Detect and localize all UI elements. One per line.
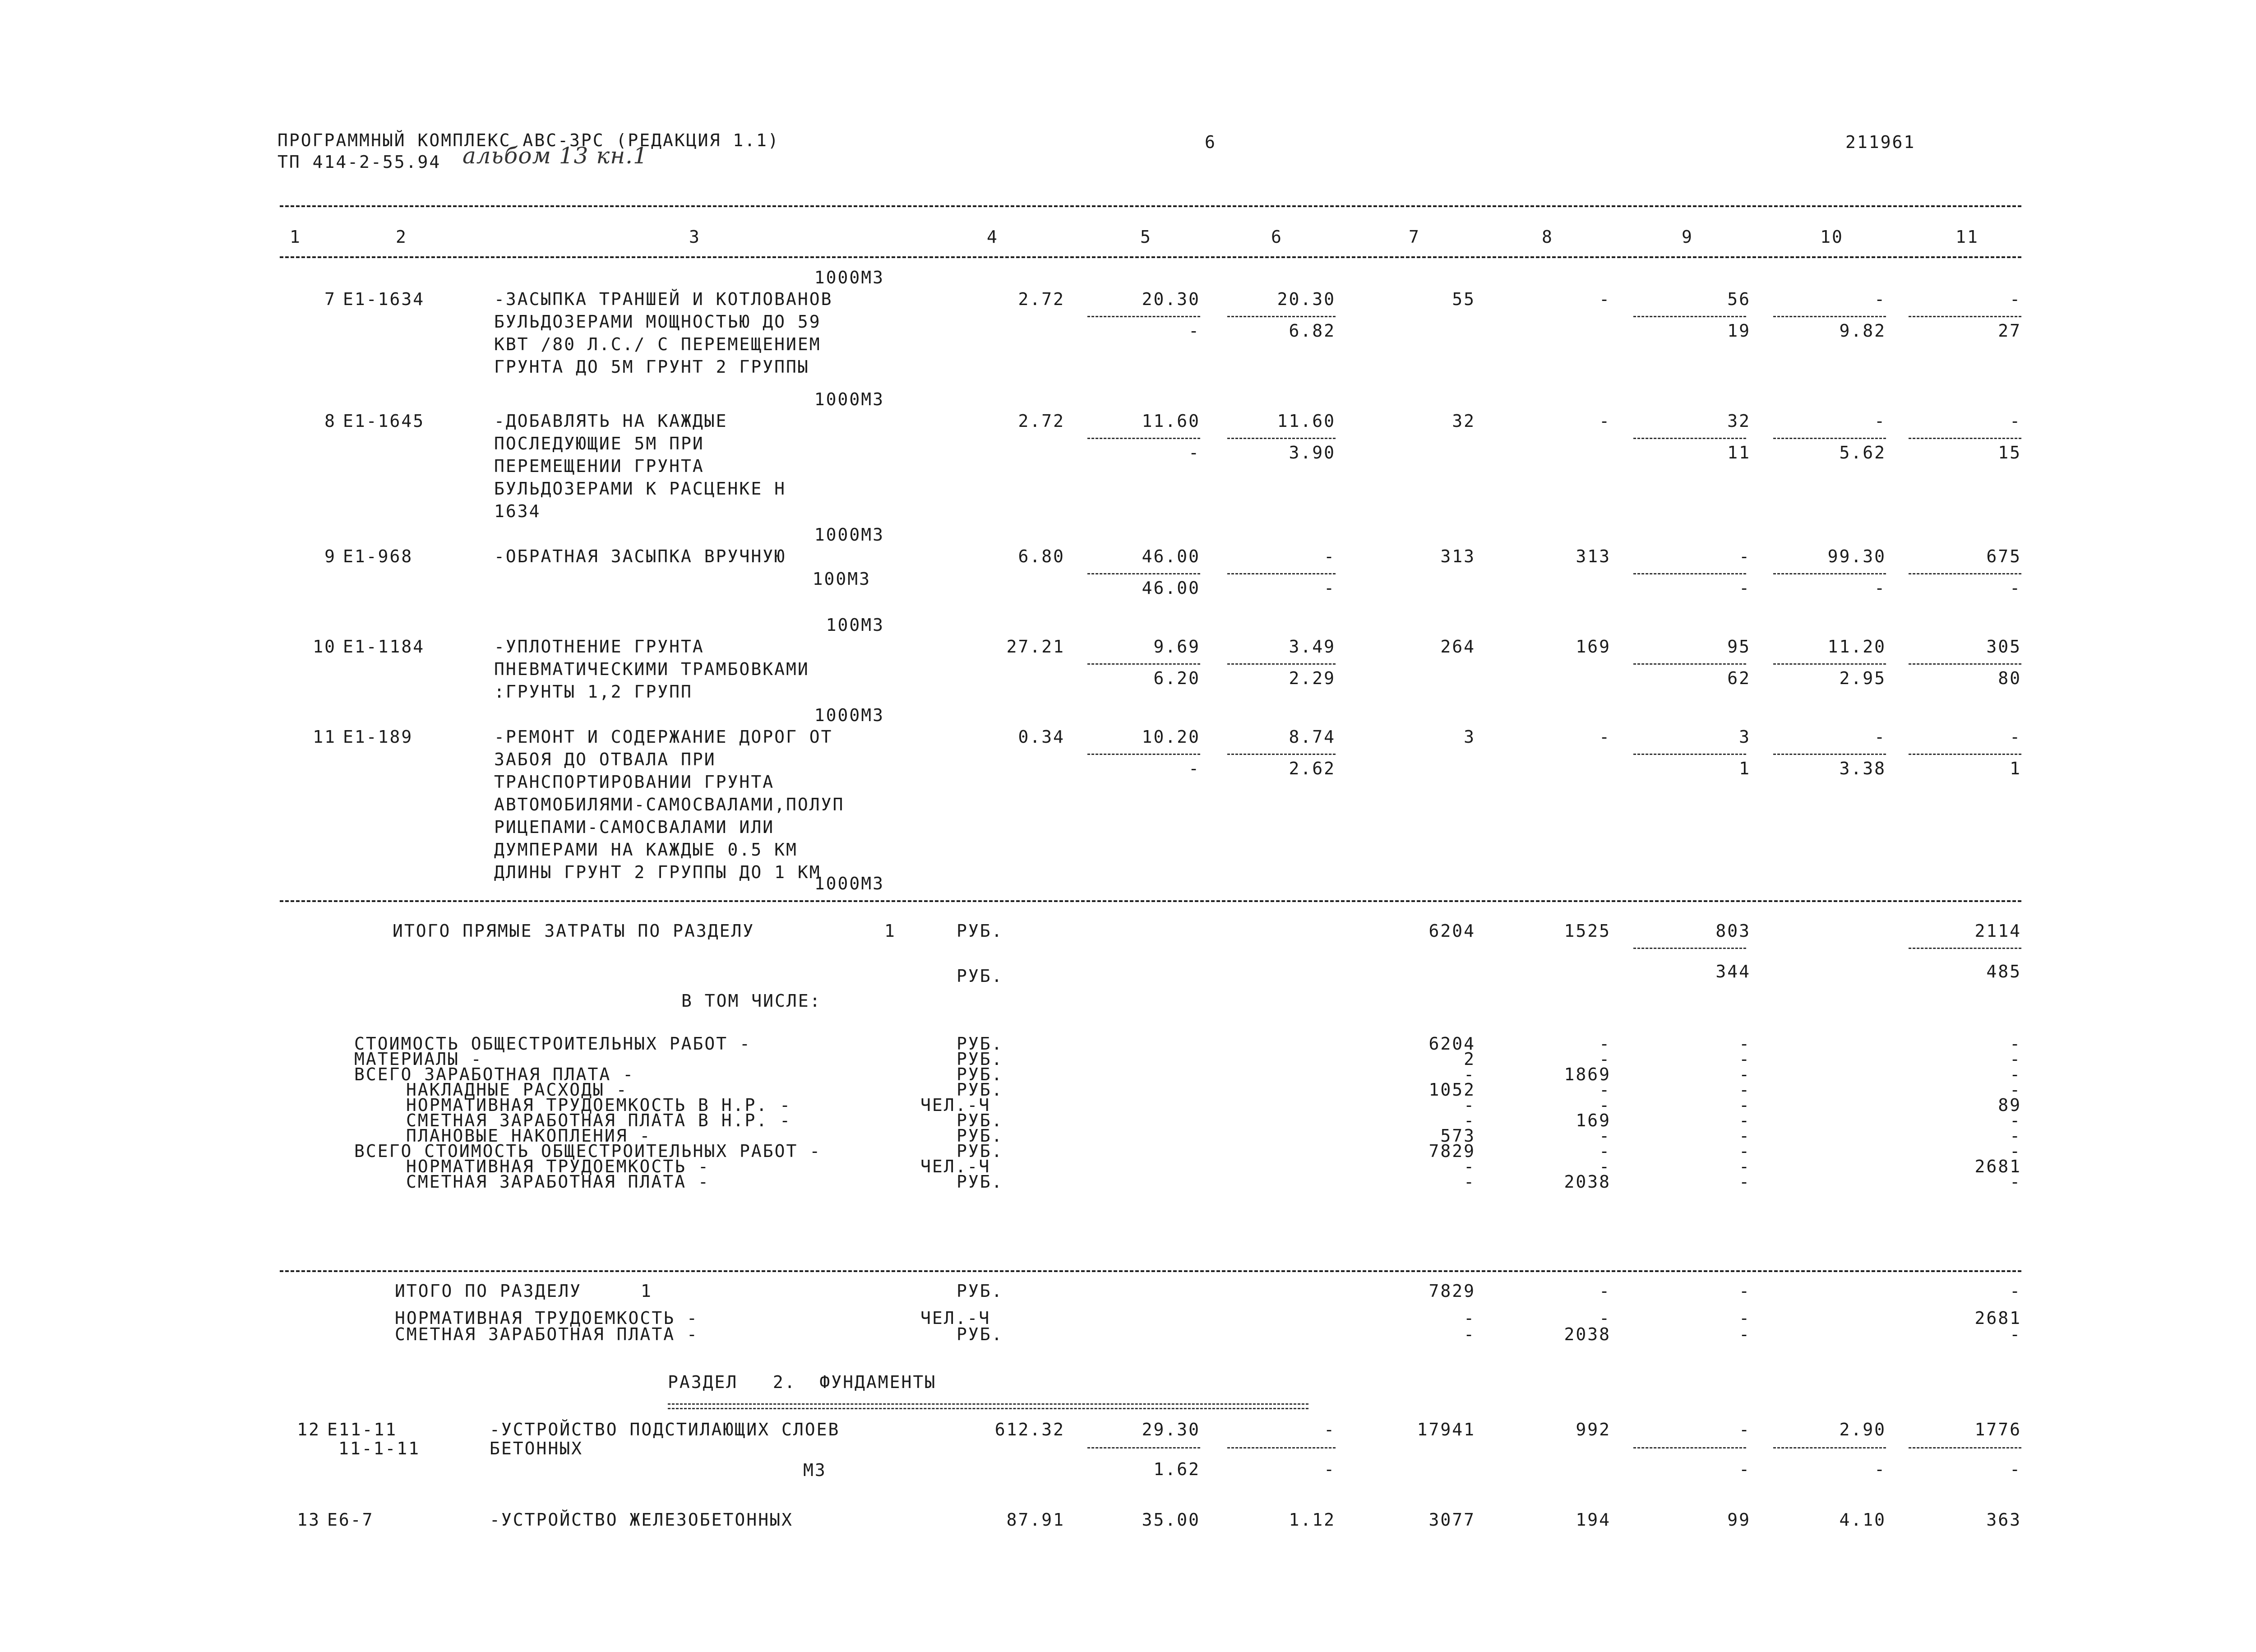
divider-line [1227, 1447, 1336, 1448]
cost-c7: - [1464, 1111, 1475, 1130]
cell-c4: 0.34 [1018, 727, 1065, 747]
unit-label: 1000М3 [814, 874, 884, 893]
cost-c11: - [2010, 1111, 2021, 1130]
cell-c8: - [1599, 289, 1611, 309]
cost-c9: - [1739, 1034, 1751, 1054]
cell-c5: 20.30 [1142, 289, 1200, 309]
divider-line [1087, 316, 1200, 317]
included-title: В ТОМ ЧИСЛЕ: [681, 991, 822, 1011]
cost-item-label: НОРМАТИВНАЯ ТРУДОЕМКОСТЬ В Н.Р. - [406, 1095, 791, 1115]
divider-line [1909, 573, 2021, 574]
cost-c11: - [2010, 1064, 2021, 1084]
column-number: 4 [987, 227, 999, 247]
column-number: 5 [1140, 227, 1152, 247]
cell-c8: - [1599, 411, 1611, 431]
section-total-unit: ЧЕЛ.-Ч [920, 1308, 991, 1328]
divider-line [1227, 754, 1336, 755]
work-description: ГРУНТА ДО 5М ГРУНТ 2 ГРУППЫ [494, 357, 809, 377]
work-description: 1634 [494, 501, 541, 521]
cell-c10: 11.20 [1827, 637, 1886, 657]
column-number: 2 [396, 227, 407, 247]
total-c11: 2114 [1974, 921, 2021, 941]
section-title-underline [668, 1408, 1308, 1409]
cost-item-label: СТОИМОСТЬ ОБЩЕСТРОИТЕЛЬНЫХ РАБОТ - [354, 1034, 751, 1054]
divider-line [1909, 754, 2021, 755]
divider-line [1633, 316, 1746, 317]
work-description: ТРАНСПОРТИРОВАНИИ ГРУНТА [494, 772, 775, 792]
column-number: 9 [1682, 227, 1693, 247]
cell-c6b: 2.62 [1289, 759, 1336, 778]
cell-c9: 56 [1727, 289, 1751, 309]
cell-c10: 99.30 [1827, 546, 1886, 566]
section-total-c7: - [1464, 1324, 1475, 1344]
cost-item-unit: ЧЕЛ.-Ч [920, 1157, 991, 1176]
divider-line [1227, 438, 1336, 439]
divider-line [1633, 573, 1746, 574]
section-title-underline [668, 1403, 1308, 1405]
divider-line [1633, 948, 1746, 949]
work-description: БЕТОННЫХ [490, 1439, 583, 1458]
cost-item-label: НАКЛАДНЫЕ РАСХОДЫ - [406, 1080, 628, 1100]
column-number: 7 [1409, 227, 1420, 247]
cell-c8: 313 [1576, 546, 1611, 566]
divider-line [1773, 754, 1886, 755]
row-number: 12 [297, 1420, 320, 1439]
cell-c8: 194 [1576, 1510, 1611, 1530]
cell-c10: - [1874, 411, 1886, 431]
work-description: -ЗАСЫПКА ТРАНШЕЙ И КОТЛОВАНОВ [494, 289, 833, 309]
cell-c10b: 9.82 [1839, 321, 1886, 341]
column-number: 6 [1271, 227, 1283, 247]
cell-c11: - [2010, 289, 2021, 309]
section-rule [280, 1270, 2021, 1272]
column-number: 10 [1820, 227, 1844, 247]
cell-c6: 20.30 [1277, 289, 1336, 309]
work-description: ЗАБОЯ ДО ОТВАЛА ПРИ [494, 750, 716, 769]
cell-c10b: 3.38 [1839, 759, 1886, 778]
cell-c4: 2.72 [1018, 289, 1065, 309]
cell-c6b: 6.82 [1289, 321, 1336, 341]
cell-c6b: 2.29 [1289, 668, 1336, 688]
section-total-c9: - [1739, 1324, 1751, 1344]
section-total-c8: - [1599, 1281, 1611, 1301]
work-description: ПНЕВМАТИЧЕСКИМИ ТРАМБОВКАМИ [494, 659, 809, 679]
row-number: 13 [297, 1510, 320, 1530]
work-description: ПОСЛЕДУЮЩИЕ 5М ПРИ [494, 434, 704, 453]
work-description: АВТОМОБИЛЯМИ-САМОСВАЛАМИ,ПОЛУП [494, 795, 845, 814]
cell-c11: - [2010, 411, 2021, 431]
unit-label: 1000М3 [814, 268, 884, 287]
cell-c8: - [1599, 727, 1611, 747]
header-project: ТП 414-2-55.94 [277, 152, 441, 172]
section-total-label: НОРМАТИВНАЯ ТРУДОЕМКОСТЬ - [395, 1308, 698, 1328]
cost-item-unit: РУБ. [957, 1034, 1003, 1054]
cost-c9: - [1739, 1172, 1751, 1192]
cell-c5b: 6.20 [1153, 668, 1200, 688]
divider-line [1227, 316, 1336, 317]
section-title: РАЗДЕЛ 2. ФУНДАМЕНТЫ [668, 1372, 937, 1392]
cell-c9: 3 [1739, 727, 1751, 747]
cost-c9: - [1739, 1157, 1751, 1176]
section-total-unit: РУБ. [957, 1281, 1003, 1301]
divider-line [1087, 573, 1200, 574]
cell-c4: 6.80 [1018, 546, 1065, 566]
divider-line [1227, 663, 1336, 665]
section-total-c11: 2681 [1974, 1308, 2021, 1328]
cost-c11: - [2010, 1141, 2021, 1161]
section-total-c9: - [1739, 1281, 1751, 1301]
divider-line [1909, 438, 2021, 439]
total-c9: 803 [1715, 921, 1751, 941]
cell-c6b: 3.90 [1289, 443, 1336, 463]
cell-c7: 3 [1464, 727, 1475, 747]
unit-label: 1000М3 [814, 389, 884, 409]
cost-c7: 6204 [1428, 1034, 1475, 1054]
cost-item-unit: РУБ. [957, 1064, 1003, 1084]
work-description: БУЛЬДОЗЕРАМИ К РАСЦЕНКЕ Н [494, 479, 786, 499]
work-description: КВТ /80 Л.С./ С ПЕРЕМЕЩЕНИЕМ [494, 334, 821, 354]
work-description: БУЛЬДОЗЕРАМИ МОЩНОСТЬЮ ДО 59 [494, 312, 821, 332]
cost-c9: - [1739, 1095, 1751, 1115]
work-description: -УСТРОЙСТВО ПОДСТИЛАЮЩИХ СЛОЕВ [490, 1420, 840, 1439]
row-number: 8 [324, 411, 336, 431]
total-c8: 1525 [1564, 921, 1611, 941]
cell-c5: 29.30 [1142, 1420, 1200, 1439]
rate-code-alt: 11-1-11 [338, 1439, 421, 1458]
section-total-c8: 2038 [1564, 1324, 1611, 1344]
cost-c7: 2 [1464, 1049, 1475, 1069]
total-label: ИТОГО ПРЯМЫЕ ЗАТРАТЫ ПО РАЗДЕЛУ [393, 921, 755, 941]
divider-line [1773, 663, 1886, 665]
cost-c11: 2681 [1974, 1157, 2021, 1176]
work-description: :ГРУНТЫ 1,2 ГРУПП [494, 682, 693, 702]
cost-item-label: ВСЕГО ЗАРАБОТНАЯ ПЛАТА - [354, 1064, 635, 1084]
cell-c11: 363 [1986, 1510, 2021, 1530]
cost-item-label: ПЛАНОВЫЕ НАКОПЛЕНИЯ - [406, 1126, 652, 1146]
cost-item-label: СМЕТНАЯ ЗАРАБОТНАЯ ПЛАТА В Н.Р. - [406, 1111, 791, 1130]
divider-line [1633, 754, 1746, 755]
cost-c9: - [1739, 1064, 1751, 1084]
rate-code: Е6-7 [327, 1510, 374, 1530]
section-total-label: СМЕТНАЯ ЗАРАБОТНАЯ ПЛАТА - [395, 1324, 698, 1344]
divider-line [1773, 438, 1886, 439]
divider-line [1087, 438, 1200, 439]
cost-c7: 1052 [1428, 1080, 1475, 1100]
cell-c10b: 2.95 [1839, 668, 1886, 688]
divider-line [1087, 1447, 1200, 1448]
work-description: ПЕРЕМЕЩЕНИИ ГРУНТА [494, 456, 704, 476]
rate-code: Е1-968 [343, 546, 413, 566]
cost-c8: - [1599, 1126, 1611, 1146]
cost-c9: - [1739, 1126, 1751, 1146]
cell-c4: 27.21 [1006, 637, 1065, 657]
section-total-unit: РУБ. [957, 1324, 1003, 1344]
column-number: 8 [1542, 227, 1553, 247]
cost-c9: - [1739, 1049, 1751, 1069]
cell-c9: - [1739, 546, 1751, 566]
section-total-c9: - [1739, 1308, 1751, 1328]
work-description: -УСТРОЙСТВО ЖЕЛЕЗОБЕТОННЫХ [490, 1510, 793, 1530]
document-number: 211961 [1845, 132, 1916, 152]
column-header-rule [280, 256, 2021, 258]
cell-c9b: 1 [1739, 759, 1751, 778]
cell-c7: 17941 [1417, 1420, 1475, 1439]
cell-c11: 1776 [1974, 1420, 2021, 1439]
cell-c5b: - [1188, 759, 1200, 778]
cost-item-label: МАТЕРИАЛЫ - [354, 1049, 483, 1069]
cost-c8: - [1599, 1034, 1611, 1054]
cost-c7: - [1464, 1157, 1475, 1176]
row-number: 9 [324, 546, 336, 566]
cost-item-unit: ЧЕЛ.-Ч [920, 1095, 991, 1115]
cell-c11: - [2010, 727, 2021, 747]
cell-c5b: 1.62 [1153, 1459, 1200, 1479]
cell-c6b: - [1324, 578, 1336, 598]
cell-c9: 32 [1727, 411, 1751, 431]
cell-c7: 264 [1440, 637, 1475, 657]
cell-c9b: 11 [1727, 443, 1751, 463]
cell-c6: - [1324, 546, 1336, 566]
cost-item-unit: РУБ. [957, 1172, 1003, 1192]
cell-c9b: - [1739, 578, 1751, 598]
total-c9b: 344 [1715, 962, 1751, 981]
cost-item-unit: РУБ. [957, 1049, 1003, 1069]
divider-line [1773, 573, 1886, 574]
section-total-c11: - [2010, 1281, 2021, 1301]
cell-c10b: 5.62 [1839, 443, 1886, 463]
cost-item-label: НОРМАТИВНАЯ ТРУДОЕМКОСТЬ - [406, 1157, 710, 1176]
header-title: ПРОГРАММНЫЙ КОМПЛЕКС АВС-3РС (РЕДАКЦИЯ 1.1) [277, 130, 780, 150]
divider-line [1773, 316, 1886, 317]
rate-code: Е1-1645 [343, 411, 425, 431]
column-number: 1 [290, 227, 301, 247]
cell-c11b: 1 [2010, 759, 2021, 778]
rate-code: Е1-189 [343, 727, 413, 747]
divider-line [1087, 754, 1200, 755]
handwritten-note: альбом 13 кн.1 [462, 143, 648, 169]
cost-item-unit: РУБ. [957, 1080, 1003, 1100]
cell-c7: 313 [1440, 546, 1475, 566]
cost-item-label: СМЕТНАЯ ЗАРАБОТНАЯ ПЛАТА - [406, 1172, 710, 1192]
cost-c7: - [1464, 1095, 1475, 1115]
work-description: -ДОБАВЛЯТЬ НА КАЖДЫЕ [494, 411, 728, 431]
column-number: 3 [689, 227, 701, 247]
cell-c6: - [1324, 1420, 1336, 1439]
section-total-c7: - [1464, 1308, 1475, 1328]
cost-c11: - [2010, 1034, 2021, 1054]
work-description: ДУМПЕРАМИ НА КАЖДЫЕ 0.5 КМ [494, 840, 798, 860]
total-unit: РУБ. [957, 921, 1003, 941]
cell-c9: - [1739, 1420, 1751, 1439]
cell-c11: 305 [1986, 637, 2021, 657]
cell-c10: - [1874, 289, 1886, 309]
cost-c11: - [2010, 1049, 2021, 1069]
cost-c8: 169 [1576, 1111, 1611, 1130]
total-unit: РУБ. [957, 966, 1003, 986]
cost-c8: - [1599, 1049, 1611, 1069]
cell-c11b: 15 [1998, 443, 2021, 463]
cell-c9: 95 [1727, 637, 1751, 657]
work-description: ДЛИНЫ ГРУНТ 2 ГРУППЫ ДО 1 КМ [494, 862, 821, 882]
cell-c10b: - [1874, 1459, 1886, 1479]
cost-c9: - [1739, 1111, 1751, 1130]
column-number: 11 [1956, 227, 1979, 247]
section-total-c7: 7829 [1428, 1281, 1475, 1301]
cell-c8: 169 [1576, 637, 1611, 657]
section-total-num: 1 [641, 1281, 652, 1301]
total-section: 1 [884, 921, 896, 941]
cell-c7: 3077 [1428, 1510, 1475, 1530]
cost-c7: - [1464, 1064, 1475, 1084]
divider-line [1633, 438, 1746, 439]
section-rule [280, 900, 2021, 902]
cell-c5: 9.69 [1153, 637, 1200, 657]
cost-c7: 573 [1440, 1126, 1475, 1146]
cell-c10: - [1874, 727, 1886, 747]
page-number: 6 [1205, 132, 1216, 152]
cost-c8: - [1599, 1141, 1611, 1161]
cell-c4: 87.91 [1006, 1510, 1065, 1530]
rate-code: Е1-1634 [343, 289, 425, 309]
cost-c11: - [2010, 1080, 2021, 1100]
cell-c6: 11.60 [1277, 411, 1336, 431]
cost-c9: - [1739, 1141, 1751, 1161]
cost-c8: - [1599, 1157, 1611, 1176]
row-number: 7 [324, 289, 336, 309]
divider-line [1087, 663, 1200, 665]
row-number: 11 [313, 727, 336, 747]
unit-label: 1000М3 [814, 525, 884, 545]
cell-c11b: 27 [1998, 321, 2021, 341]
cost-item-label: ВСЕГО СТОИМОСТЬ ОБЩЕСТРОИТЕЛЬНЫХ РАБОТ - [354, 1141, 822, 1161]
rate-code: Е1-1184 [343, 637, 425, 657]
cell-c5: 35.00 [1142, 1510, 1200, 1530]
section-total-c11: - [2010, 1324, 2021, 1344]
row-number: 10 [313, 637, 336, 657]
cost-c9: - [1739, 1080, 1751, 1100]
rate-code: Е11-11 [327, 1420, 398, 1439]
work-description: -УПЛОТНЕНИЕ ГРУНТА [494, 637, 704, 657]
cell-c6: 8.74 [1289, 727, 1336, 747]
cell-c6: 1.12 [1289, 1510, 1336, 1530]
cell-c11b: 80 [1998, 668, 2021, 688]
cell-c6b: - [1324, 1459, 1336, 1479]
cell-c9: 99 [1727, 1510, 1751, 1530]
cost-c11: - [2010, 1172, 2021, 1192]
cell-c10: 2.90 [1839, 1420, 1886, 1439]
cost-item-unit: РУБ. [957, 1126, 1003, 1146]
cell-c9b: 62 [1727, 668, 1751, 688]
cell-c5b: - [1188, 443, 1200, 463]
unit-label: 100М3 [826, 615, 884, 635]
divider-line [1633, 663, 1746, 665]
cell-c9b: - [1739, 1459, 1751, 1479]
total-c11b: 485 [1986, 962, 2021, 981]
cell-c7: 32 [1452, 411, 1475, 431]
divider-line [1227, 573, 1336, 574]
cost-c8: 2038 [1564, 1172, 1611, 1192]
divider-line [1633, 1447, 1746, 1448]
cell-c11: 675 [1986, 546, 2021, 566]
cost-c7: - [1464, 1172, 1475, 1192]
section-total-c8: - [1599, 1308, 1611, 1328]
cell-c11b: - [2010, 1459, 2021, 1479]
cell-c10: 4.10 [1839, 1510, 1886, 1530]
divider-line [1909, 1447, 2021, 1448]
cell-c7: 55 [1452, 289, 1475, 309]
section-total-label: ИТОГО ПО РАЗДЕЛУ [395, 1281, 582, 1301]
cost-c11: - [2010, 1126, 2021, 1146]
work-description: -ОБРАТНАЯ ЗАСЫПКА ВРУЧНУЮ [494, 546, 786, 566]
cell-c5b: 46.00 [1142, 578, 1200, 598]
divider-line [1773, 1447, 1886, 1448]
table-top-rule [280, 205, 2021, 207]
work-description: -РЕМОНТ И СОДЕРЖАНИЕ ДОРОГ ОТ [494, 727, 833, 747]
cell-c5: 11.60 [1142, 411, 1200, 431]
cost-c8: - [1599, 1095, 1611, 1115]
cost-c11: 89 [1998, 1095, 2021, 1115]
unit-label: М3 [803, 1460, 827, 1480]
cell-c8: 992 [1576, 1420, 1611, 1439]
cell-c4: 2.72 [1018, 411, 1065, 431]
cell-c5: 46.00 [1142, 546, 1200, 566]
cost-c7: 7829 [1428, 1141, 1475, 1161]
cost-c8: 1869 [1564, 1064, 1611, 1084]
work-description: РИЦЕПАМИ-САМОСВАЛАМИ ИЛИ [494, 817, 775, 837]
cell-c9b: 19 [1727, 321, 1751, 341]
unit-label: 100М3 [812, 569, 871, 589]
cell-c5: 10.20 [1142, 727, 1200, 747]
cost-item-unit: РУБ. [957, 1111, 1003, 1130]
cell-c6: 3.49 [1289, 637, 1336, 657]
cell-c11b: - [2010, 578, 2021, 598]
cost-c8: - [1599, 1080, 1611, 1100]
cell-c10b: - [1874, 578, 1886, 598]
unit-label: 1000М3 [814, 705, 884, 725]
total-c7: 6204 [1428, 921, 1475, 941]
divider-line [1909, 663, 2021, 665]
cell-c4: 612.32 [994, 1420, 1065, 1439]
divider-line [1909, 948, 2021, 949]
cost-item-unit: РУБ. [957, 1141, 1003, 1161]
divider-line [1909, 316, 2021, 317]
cell-c5b: - [1188, 321, 1200, 341]
